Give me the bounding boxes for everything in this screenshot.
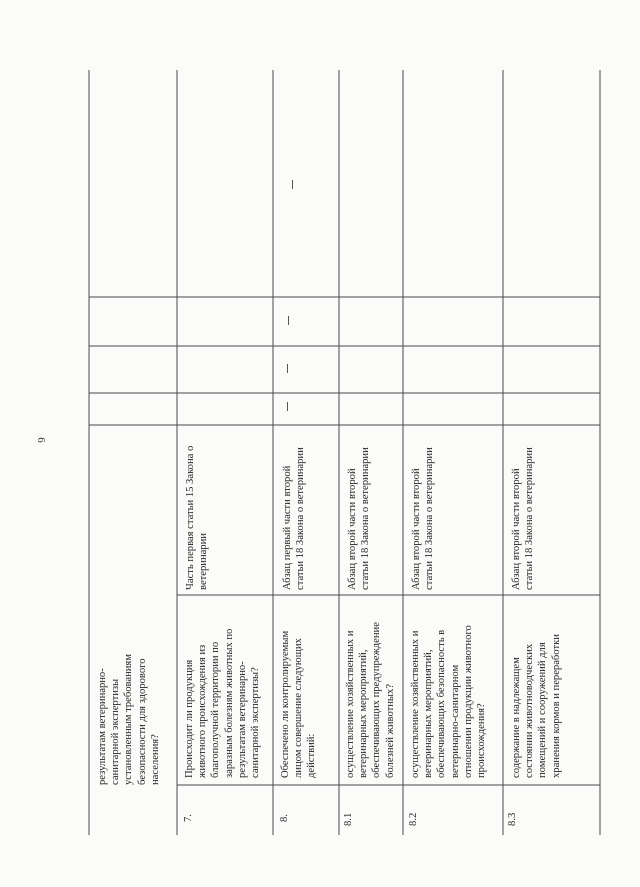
row-8-1-reference: Абзац второй части второй статьи 18 Закона о ветеринарии: [347, 447, 372, 590]
row-7-question: Происходит ли продукция животного происхождения из благополучной территории по заразным болезням животных по результатам ветеринарно- санитарной экспертизы?: [184, 628, 262, 778]
row-8-1-number: 8.1: [343, 812, 354, 826]
row-8-1-question: осуществление хозяйственных и ветеринарных мероприятий, обеспечивающих предупреждение болезней животных?: [345, 622, 396, 778]
row-8-reference: Абзац первый части второй статьи 18 Закона о ветеринарии: [282, 447, 307, 590]
row-8-2-reference: Абзац второй части второй статьи 18 Закона о ветеринарии: [411, 447, 436, 590]
row-8-3-reference: Абзац второй части второй статьи 18 Закона о ветеринарии: [511, 447, 536, 590]
row-8-2-question: осуществление хозяйственных и ветеринарных мероприятий, обеспечивающих безопасность в ветеринарно-санитарном отношении продукции животного происхождения?: [410, 625, 488, 778]
row-7-reference: Часть первая статьи 15 Закона о ветеринарии: [185, 445, 210, 590]
row-8-number: 8.: [279, 814, 290, 822]
row-8-question: Обеспечено ли контролируемым лицом совершение следующих действий:: [280, 630, 318, 778]
row-8-dash-1: [287, 402, 288, 411]
row-8-3-number: 8.3: [507, 812, 518, 826]
row-8-dash-4: [292, 180, 293, 189]
row-7-number: 7.: [183, 814, 194, 822]
row-8-dash-3: [288, 316, 289, 325]
row-8-dash-2: [287, 364, 288, 373]
row-cont-question: результатам ветеринарно- санитарной экспертизы установленным требованиям безопасности для здорового населения?: [97, 653, 161, 785]
page-number: 6: [34, 437, 47, 443]
row-8-2-number: 8.2: [408, 812, 419, 826]
row-8-3-question: содержание в надлежащем состоянии животноводческих помещений и сооружений для хранения кормов и переработки: [511, 634, 562, 778]
